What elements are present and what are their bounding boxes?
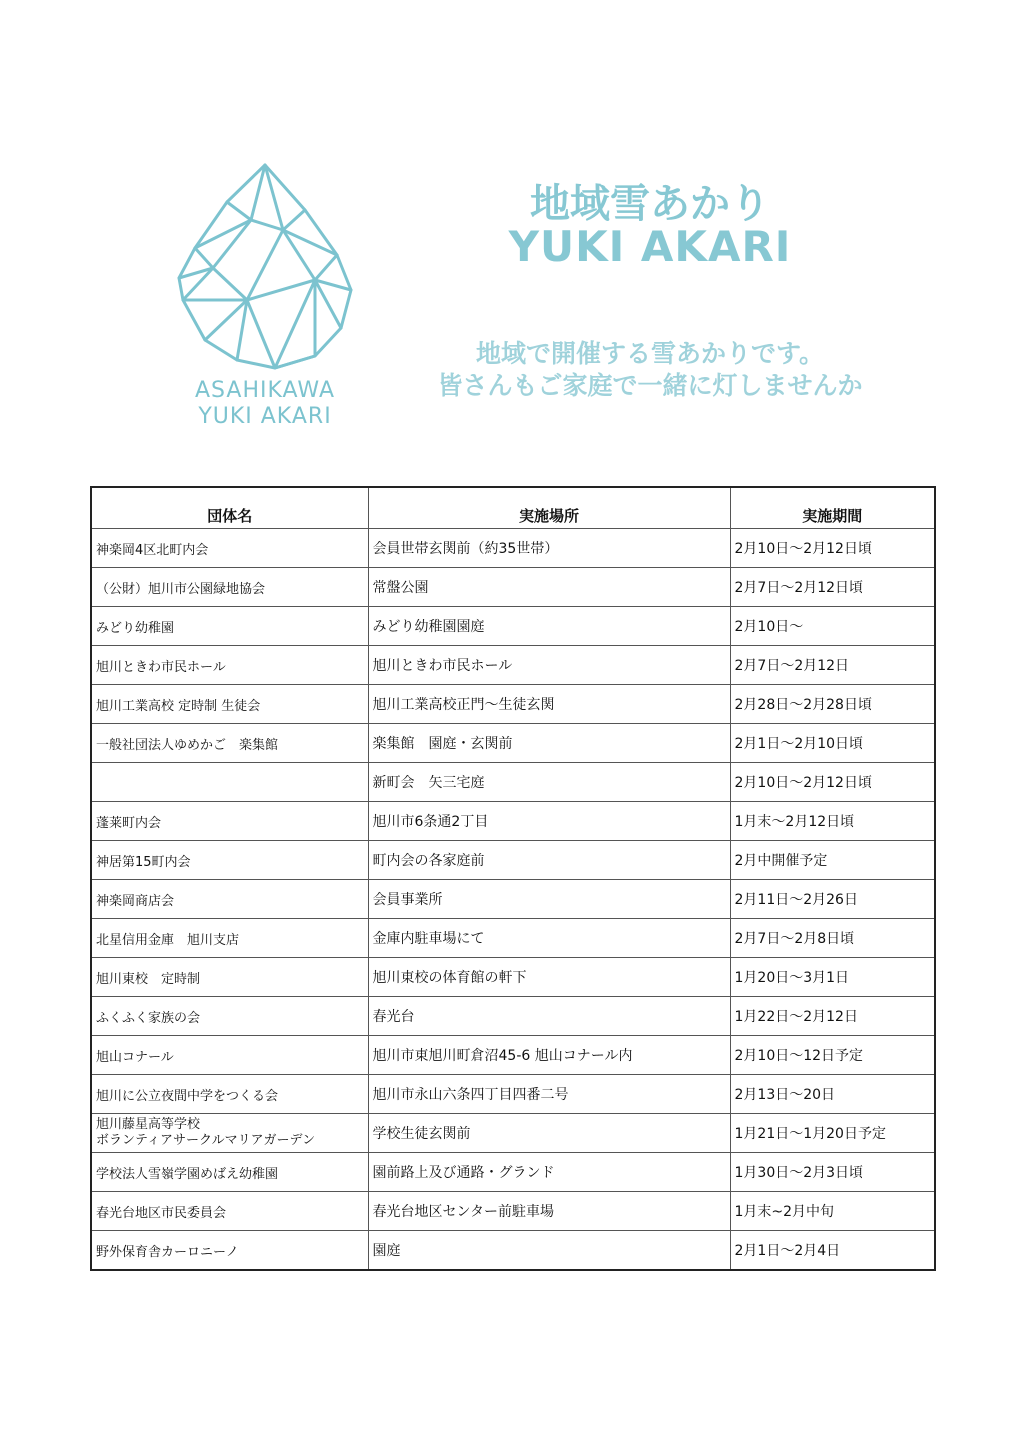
cell-organization: 北星信用金庫 旭川支店: [91, 919, 368, 958]
table-row: [91, 568, 935, 607]
table-row: [91, 1114, 935, 1153]
header-period: 実施期間: [730, 487, 935, 529]
table-row: [91, 1036, 935, 1075]
cell-period: 2月1日～2月10日頃: [730, 724, 935, 763]
table-row: [91, 724, 935, 763]
cell-period: 2月10日～2月12日頃: [730, 529, 935, 568]
table-row: [91, 607, 935, 646]
cell-location: 旭川市永山六条四丁目四番二号: [368, 1075, 730, 1114]
cell-organization: 旭川工業高校 定時制 生徒会: [91, 685, 368, 724]
cell-location: 旭川工業高校正門～生徒玄関: [368, 685, 730, 724]
cell-location: 旭川市東旭川町倉沼45-6 旭山コナール内: [368, 1036, 730, 1075]
cell-organization-line1: 旭川藤星高等学校: [96, 1117, 201, 1132]
cell-period: 2月7日～2月12日: [730, 646, 935, 685]
cell-period: 2月中開催予定: [730, 841, 935, 880]
table-row: [91, 919, 935, 958]
cell-organization: 神楽岡商店会: [91, 880, 368, 919]
table-row: [91, 1231, 935, 1271]
cell-period: 2月11日～2月26日: [730, 880, 935, 919]
page-title-english: YUKI AKARI: [508, 222, 792, 271]
cell-organization: ふくふく家族の会: [91, 997, 368, 1036]
cell-period: 2月7日～2月12日頃: [730, 568, 935, 607]
table-row: [91, 763, 935, 802]
cell-location: 園庭: [368, 1231, 730, 1271]
cell-location: 楽集館 園庭・玄関前: [368, 724, 730, 763]
cell-period: 2月10日～12日予定: [730, 1036, 935, 1075]
page-title-japanese: 地域雪あかり: [530, 181, 770, 227]
subtitle-line1: 地域で開催する雪あかりです。: [475, 339, 824, 368]
cell-period: 1月末~2月中旬: [730, 1192, 935, 1231]
cell-organization: 神楽岡4区北町内会: [91, 529, 368, 568]
cell-location: 春光台地区センター前駐車場: [368, 1192, 730, 1231]
table-row: [91, 1153, 935, 1192]
table-row: [91, 997, 935, 1036]
subtitle-line2: 皆さんもご家庭で一緒に灯しませんか: [437, 371, 863, 400]
cell-organization: 旭川東校 定時制: [91, 958, 368, 997]
table-row: [91, 685, 935, 724]
cell-organization: 旭川ときわ市民ホール: [91, 646, 368, 685]
cell-organization: 神居第15町内会: [91, 841, 368, 880]
cell-organization: 野外保育舎カーロニーノ: [91, 1231, 368, 1271]
table-row: [91, 1192, 935, 1231]
cell-location: 金庫内駐車場にて: [368, 919, 730, 958]
cell-location: 会員世帯玄関前（約35世帯）: [368, 529, 730, 568]
cell-period: 2月28日～2月28日頃: [730, 685, 935, 724]
cell-location: 学校生徒玄関前: [368, 1114, 730, 1153]
table-row: [91, 841, 935, 880]
logo-text-line2: YUKI AKARI: [198, 404, 332, 429]
header-organization: 団体名: [91, 487, 368, 529]
cell-period: 1月30日～2月3日頃: [730, 1153, 935, 1192]
cell-organization: [91, 763, 368, 802]
cell-organization: 旭川に公立夜間中学をつくる会: [91, 1075, 368, 1114]
cell-period: 2月1日～2月4日: [730, 1231, 935, 1271]
cell-period: 2月13日～20日: [730, 1075, 935, 1114]
logo-text-line1: ASAHIKAWA: [195, 378, 335, 403]
cell-location: 旭川市6条通2丁目: [368, 802, 730, 841]
cell-period: 1月21日～1月20日予定: [730, 1114, 935, 1153]
cell-organization: （公財）旭川市公園緑地協会: [91, 568, 368, 607]
cell-location: 会員事業所: [368, 880, 730, 919]
cell-location: 園前路上及び通路・グランド: [368, 1153, 730, 1192]
cell-period: 2月10日～: [730, 607, 935, 646]
table-header-row: [91, 487, 935, 529]
cell-organization-line2: ボランティアサークルマリアガーデン: [96, 1133, 316, 1148]
cell-organization: 旭山コナール: [91, 1036, 368, 1075]
cell-organization: 蓬莱町内会: [91, 802, 368, 841]
snow-drop-icon: [165, 160, 365, 370]
events-table: [90, 486, 936, 1271]
cell-period: 1月末～2月12日頃: [730, 802, 935, 841]
cell-organization: みどり幼稚園: [91, 607, 368, 646]
cell-organization: 春光台地区市民委員会: [91, 1192, 368, 1231]
cell-location: 常盤公園: [368, 568, 730, 607]
cell-organization: 学校法人雪嶺学園めばえ幼稚園: [91, 1153, 368, 1192]
table-row: [91, 646, 935, 685]
table-row: [91, 1075, 935, 1114]
cell-location: 春光台: [368, 997, 730, 1036]
cell-location: 旭川東校の体育館の軒下: [368, 958, 730, 997]
cell-location: 旭川ときわ市民ホール: [368, 646, 730, 685]
logo: [165, 160, 365, 435]
cell-location: 町内会の各家庭前: [368, 841, 730, 880]
cell-period: 1月22日～2月12日: [730, 997, 935, 1036]
cell-organization: [91, 1114, 368, 1153]
cell-period: 1月20日～3月1日: [730, 958, 935, 997]
cell-period: 2月7日～2月8日頃: [730, 919, 935, 958]
table-row: [91, 880, 935, 919]
cell-period: 2月10日～2月12日頃: [730, 763, 935, 802]
table-row: [91, 529, 935, 568]
header-location: 実施場所: [368, 487, 730, 529]
table-row: [91, 802, 935, 841]
cell-location: みどり幼稚園園庭: [368, 607, 730, 646]
cell-organization: 一般社団法人ゆめかご 楽集館: [91, 724, 368, 763]
cell-location: 新町会 矢三宅庭: [368, 763, 730, 802]
table-row: [91, 958, 935, 997]
